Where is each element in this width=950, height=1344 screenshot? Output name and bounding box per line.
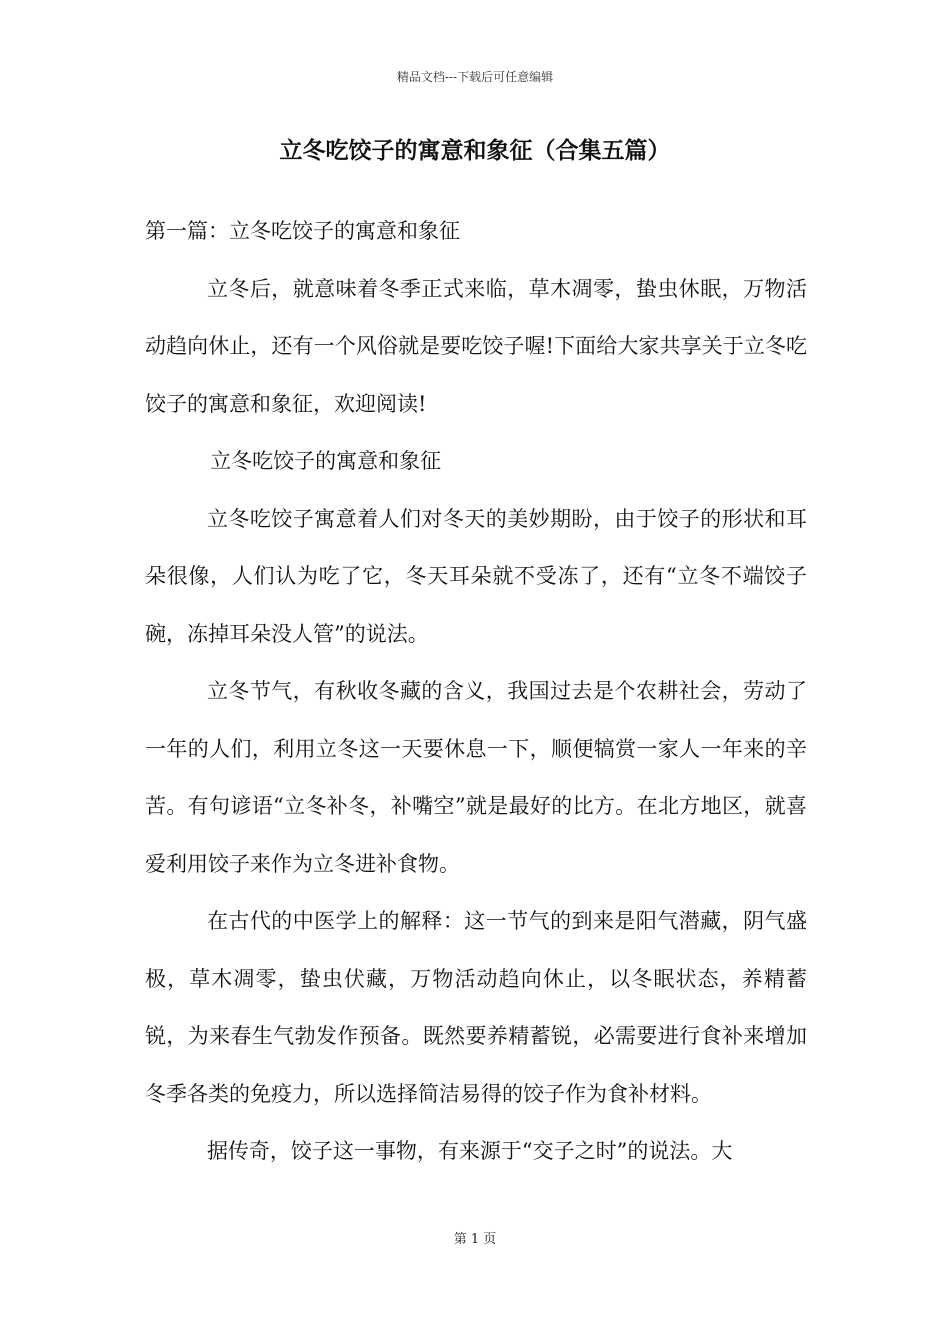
sub-heading: 立冬吃饺子的寓意和象征 xyxy=(210,449,442,473)
section-heading: 第一篇：立冬吃饺子的寓意和象征 xyxy=(145,219,460,243)
paragraph-intro: 立冬后，就意味着冬季正式来临，草木凋零，蛰虫休眠，万物活动趋向休止，还有一个风俗就是要吃饺子喔!下面给大家共享关于立冬吃饺子的寓意和象征，欢迎阅读! xyxy=(145,276,807,416)
header-note: 精品文档---下载后可任意编辑 xyxy=(396,70,554,84)
page-number: 第 1 页 xyxy=(453,1232,497,1247)
document-body xyxy=(145,203,807,1181)
paragraph-meaning: 立冬吃饺子寓意着人们对冬天的美妙期盼，由于饺子的形状和耳朵很像，人们认为吃了它，冬天耳朵就不受冻了，还有“立冬不端饺子碗，冻掉耳朵没人管”的说法。 xyxy=(145,506,807,646)
paragraph-tcm: 在古代的中医学上的解释：这一节气的到来是阳气潜藏，阴气盛极，草木凋零，蛰虫伏藏，万物活动趋向休止，以冬眠状态，养精蓄锐，为来春生气勃发作预备。既然要养精蓄锐，必需要进行食补来增加冬季各类的免疫力，所以选择简洁易得的饺子作为食补材料。 xyxy=(145,909,807,1106)
document-title: 立冬吃饺子的寓意和象征（合集五篇） xyxy=(279,137,671,164)
paragraph-legend: 据传奇，饺子这一事物，有来源于“交子之时”的说法。大 xyxy=(206,1139,733,1163)
paragraph-solar-term: 立冬节气，有秋收冬藏的含义，我国过去是个农耕社会，劳动了一年的人们，利用立冬这一天要休息一下，顺便犒赏一家人一年来的辛苦。有句谚语“立冬补冬，补嘴空”就是最好的比方。在北方地区，就喜爱利用饺子来作为立冬进补食物。 xyxy=(145,679,807,876)
